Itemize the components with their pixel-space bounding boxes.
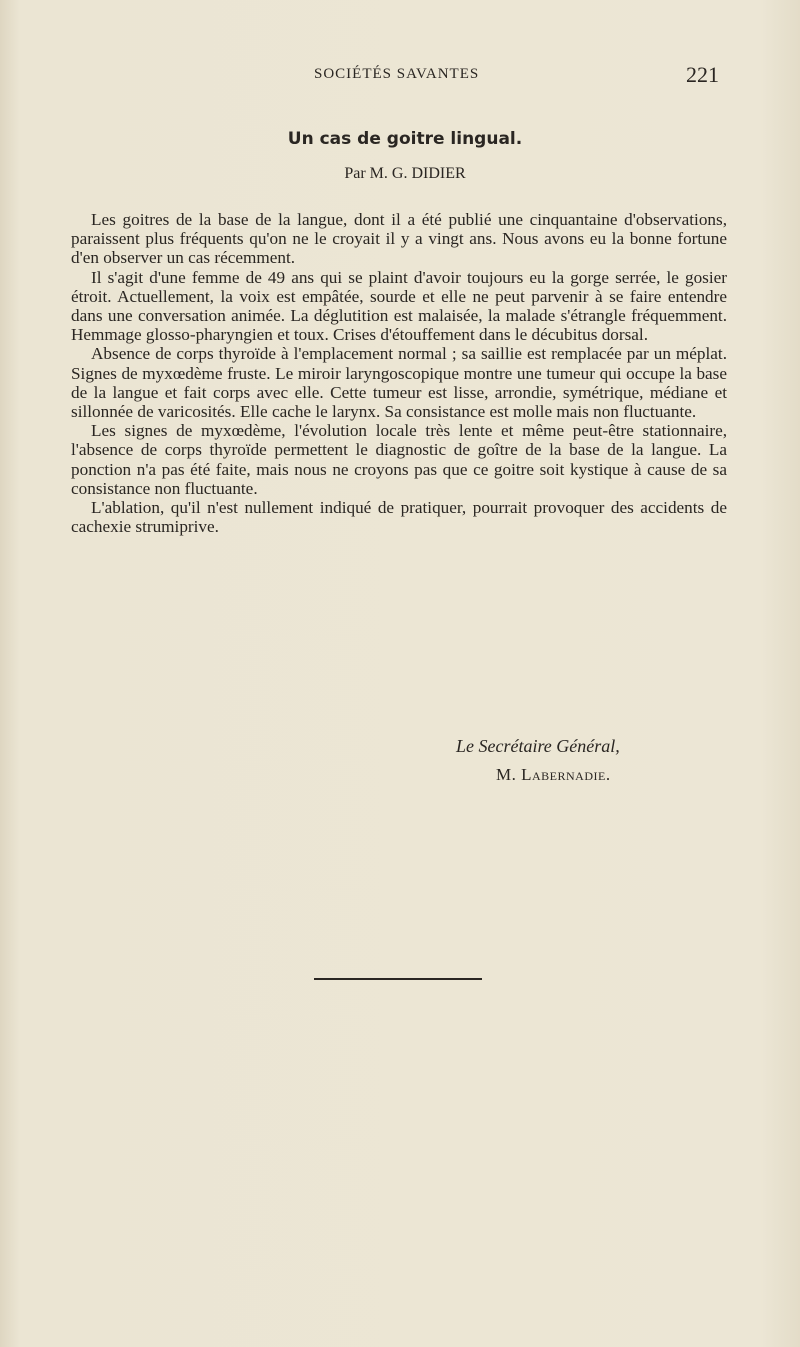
page-number: 221 <box>686 62 719 87</box>
running-title: SOCIÉTÉS SAVANTES <box>314 66 480 82</box>
signature-name: M. Labernadie. <box>496 765 611 784</box>
running-head <box>0 62 800 92</box>
paragraph-2: Il s'agit d'une femme de 49 ans qui se plaint d'avoir toujours eu la gorge serrée, le gosier étroit. Actuellement, la voix est empâtée, sourde et elle ne peut parvenir à se faire entendre dans une conversation animée. La déglutition est malaisée, la malade s'étrangle fréquemment. Hemmage glosso-pharyngien et toux. Crises d'étouffement dans le décubitus dorsal. <box>71 267 727 345</box>
article-author: Par M. G. DIDIER <box>344 165 466 182</box>
signature-block <box>456 736 756 785</box>
paragraph-5: L'ablation, qu'il n'est nullement indiqué de pratiquer, pourrait provoquer des accidents de cachexie strumiprive. <box>71 498 727 537</box>
article-body <box>71 210 727 536</box>
paragraph-4: Les signes de myxœdème, l'évolution locale très lente et même peut-être stationnaire, l'absence de corps thyroïde permettent le diagnostic de goître de la base de la langue. La ponction n'a pas été faite, mais nous ne croyons pas que ce goitre soit kystique à cause de sa consistance non fluctuante. <box>71 421 727 498</box>
paragraph-3: Absence de corps thyroïde à l'emplacement normal ; sa saillie est remplacée par un méplat. Signes de myxœdème fruste. Le miroir laryngoscopique montre une tumeur qui occupe la base de la langue et fait corps avec elle. Cette tumeur est lisse, arrondie, symétrique, médiane et sillonnée de varicosités. Elle cache le larynx. Sa consistance est molle mais non fluctuante. <box>71 344 727 422</box>
signature-title: Le Secrétaire Général, <box>456 736 620 756</box>
paragraph-1: Les goitres de la base de la langue, dont il a été publié une cinquantaine d'observations, paraissent plus fréquents qu'on ne le croyait il y a vingt ans. Nous avons eu la bonne fortune d'en observer un cas récemment. <box>71 210 727 268</box>
article-title: Un cas de goitre lingual. <box>287 129 523 149</box>
section-divider <box>314 978 482 980</box>
